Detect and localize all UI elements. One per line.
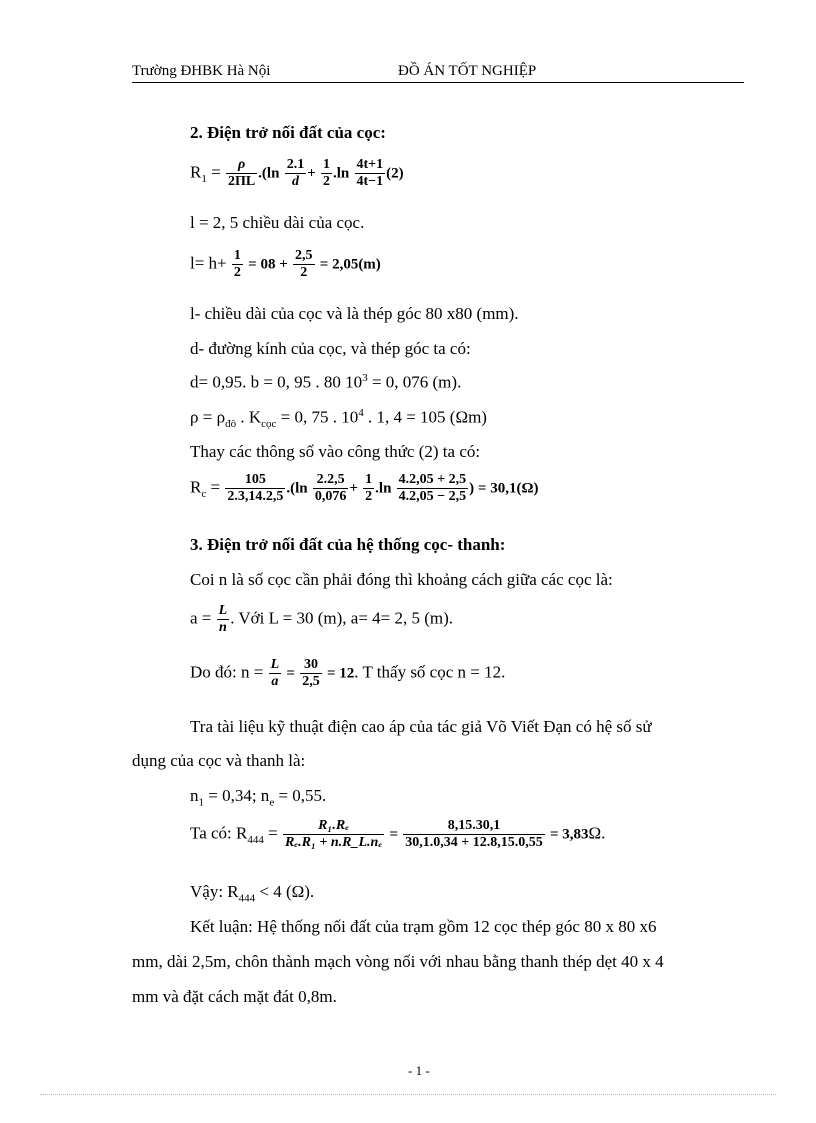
para-tra-line2: dụng của cọc và thanh là: (132, 751, 306, 770)
header-rule (132, 82, 744, 83)
formula-rc: $R_c$ = $\frac{105}{2.3,14.2,5}$ .(ln $\frac{2.2,5}{0,076}$ + $\frac{1}{2}$ .ln $\frac{4.2,05 + 2,5}{4.2,05 - 2,5}$ ) = 30,1(Ω) (190, 472, 539, 504)
conclusion-line2: mm, dài 2,5m, chôn thành mạch vòng nối với nhau bằng thanh thép dẹt 40 x 4 (132, 952, 664, 971)
conclusion-line1: Kết luận: Hệ thống nối đất của trạm gồm 12 cọc thép góc 80 x 80 x6 (190, 917, 657, 936)
line-n-values: $n_1 = 0,34$; $n_e = 0,55$. (190, 786, 327, 809)
formula-r444: Ta có: $R_{444}$ = $\frac{\text{R₁.Rₑ}}{\text{Rₑ.R₁ + n.R\_L.nₑ}}$ = $\frac{8,15.30,1}{30,1.0,34 + 12.8,15.0,55}$ = 3,83Ω. (190, 818, 606, 850)
line-l-length: l = 2, 5 chiều dài của cọc. (190, 213, 365, 232)
bottom-dotted-rule (40, 1094, 776, 1095)
conclusion-line3: mm và đặt cách mặt đát 0,8m. (132, 987, 337, 1006)
line-d-desc: d- đường kính của cọc, và thép góc ta có: (190, 339, 471, 358)
line-coi-n: Coi n là số cọc cần phải đóng thì khoảng cách giữa các cọc là: (190, 570, 613, 589)
formula-r1: $R_1$ = $\frac{\rho}{2\Pi L}$ .(ln $\frac{2.1}{d}$ + $\frac{1}{2}$ .ln $\frac{4t+1}{4t-1}$ (2) (190, 157, 404, 189)
line-d-value: d= 0,95. b = 0, 95 . 80 $10^3 = 0$, 076 (m). (190, 372, 462, 392)
formula-n: Do đó: n = $\frac{L}{a}$ = $\frac{30}{2,5}$ = 12. T thấy số cọc n = 12. (190, 657, 506, 689)
formula-a: a = $\frac{L}{n}$ . Với L = 30 (m), a= 4= 2, 5 (m). (190, 603, 454, 635)
para-tra-line1: Tra tài liệu kỹ thuật điện cao áp của tác giả Võ Viết Đạn có hệ số sử (190, 717, 652, 736)
formula-l: l= h+ $\frac{1}{2}$ = 08 + $\frac{2,5}{2}$ = 2,05(m) (190, 248, 381, 280)
line-conclusion-r: Vậy: $R_{444} < 4$ (Ω). (190, 882, 315, 905)
line-rho: $\rho = \rho_{đô}$ . $K_{cọc} = 0$, 75 . $10^4$ . 1, 4 = 105 (Ωm) (190, 407, 487, 431)
section-3-heading: 3. Điện trở nối đất của hệ thống cọc- thanh: (190, 535, 506, 554)
section-2-heading: 2. Điện trở nối đất của cọc: (190, 123, 386, 142)
header-school: Trường ĐHBK Hà Nội (132, 63, 271, 79)
line-l-desc: l- chiều dài của cọc và là thép góc 80 x80 (mm). (190, 304, 519, 323)
line-substitute: Thay các thông số vào công thức (2) ta có: (190, 442, 481, 461)
header-title: ĐỒ ÁN TỐT NGHIỆP (398, 63, 537, 79)
page-number: - 1 - (408, 1063, 430, 1078)
